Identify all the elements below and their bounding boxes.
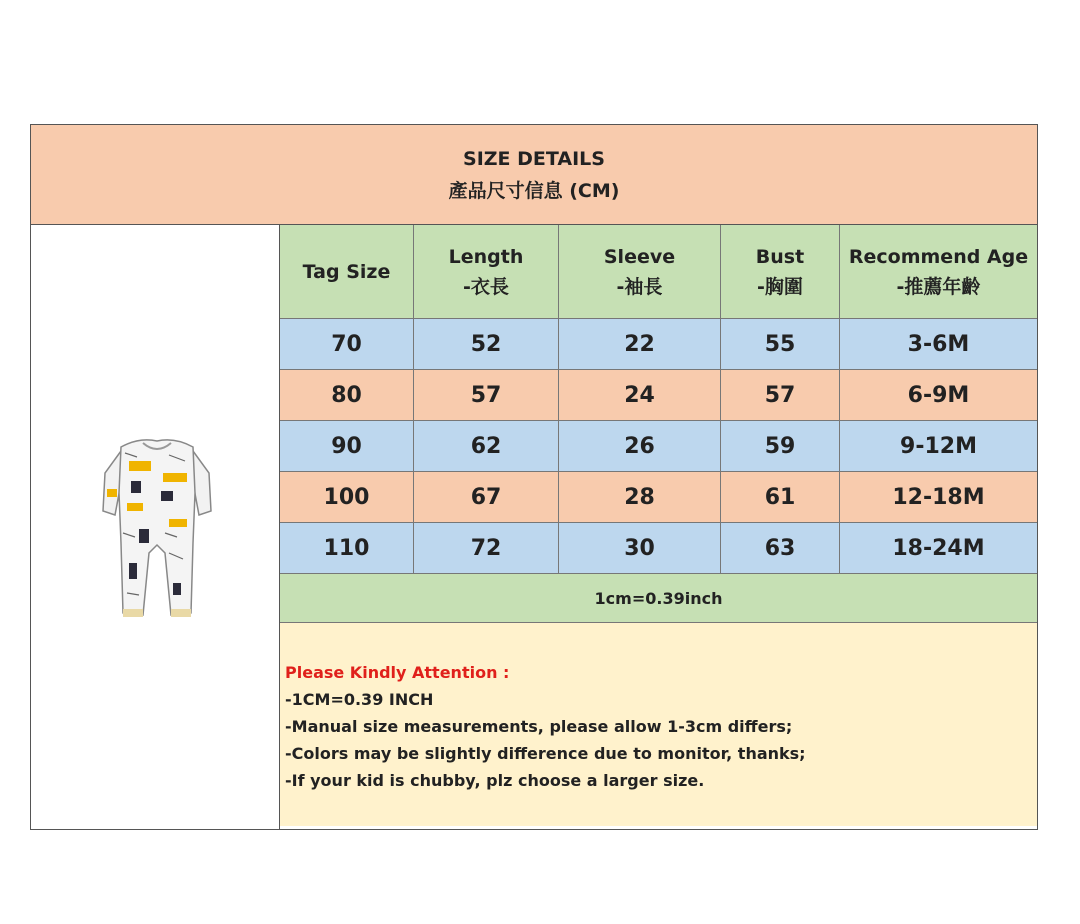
- note-line: -1CM=0.39 INCH: [285, 690, 434, 709]
- cell-length: 52: [414, 319, 559, 369]
- header-label: Sleeve: [603, 245, 676, 268]
- cell-length: 67: [414, 472, 559, 522]
- conversion-note: 1cm=0.39inch: [280, 574, 1037, 623]
- cell-bust: 61: [721, 472, 840, 522]
- size-chart: [30, 124, 1038, 830]
- cell-bust: 57: [721, 370, 840, 420]
- header-sublabel: -推薦年齡: [896, 275, 981, 298]
- cell-sleeve: 26: [559, 421, 721, 471]
- header-label: Length: [448, 245, 524, 268]
- cell-bust: 63: [721, 523, 840, 573]
- cell-length: 57: [414, 370, 559, 420]
- attention-notes: [280, 623, 1037, 826]
- cell-tag-size: 100: [280, 472, 414, 522]
- cell-tag-size: 110: [280, 523, 414, 573]
- cell-tag-size: 70: [280, 319, 414, 369]
- header-sublabel: -袖長: [616, 275, 663, 298]
- table-row: [280, 319, 1037, 370]
- cell-age: 12-18M: [892, 484, 985, 510]
- chart-title: SIZE DETAILS: [463, 147, 605, 170]
- chart-subtitle: 產品尺寸信息 (CM): [448, 179, 620, 202]
- product-image-cell: [31, 225, 280, 829]
- cell-sleeve: 22: [559, 319, 721, 369]
- header-sleeve: [559, 225, 721, 318]
- header-sublabel: -衣長: [463, 275, 509, 298]
- header-label: Tag Size: [302, 260, 391, 283]
- cell-age: 3-6M: [907, 331, 970, 357]
- header-label: Recommend Age: [848, 245, 1029, 268]
- cell-length: 62: [414, 421, 559, 471]
- header-sublabel: -胸圍: [757, 275, 803, 298]
- note-line: -Colors may be slightly difference due to monitor, thanks;: [285, 744, 806, 763]
- note-line: -If your kid is chubby, plz choose a larger size.: [285, 771, 705, 790]
- header-tag-size: [280, 225, 414, 318]
- table-row: [280, 370, 1037, 421]
- header-recommend-age: [840, 225, 1037, 318]
- cell-sleeve: 30: [559, 523, 721, 573]
- cell-bust: 55: [721, 319, 840, 369]
- table-header-row: [280, 225, 1037, 319]
- title-band: [31, 125, 1037, 225]
- header-length: [414, 225, 559, 318]
- cell-tag-size: 90: [280, 421, 414, 471]
- cell-age: 18-24M: [892, 535, 985, 561]
- cell-age: 9-12M: [900, 433, 977, 459]
- cell-bust: 59: [721, 421, 840, 471]
- cell-tag-size: 80: [280, 370, 414, 420]
- table-row: [280, 472, 1037, 523]
- size-table: [280, 225, 1037, 826]
- table-row: [280, 523, 1037, 574]
- header-label: Bust: [755, 245, 805, 268]
- cell-length: 72: [414, 523, 559, 573]
- note-line: -Manual size measurements, please allow 1-3cm differs;: [285, 717, 793, 736]
- cell-age: 6-9M: [907, 382, 970, 408]
- cell-sleeve: 28: [559, 472, 721, 522]
- attention-heading: Please Kindly Attention :: [285, 663, 510, 682]
- cell-sleeve: 24: [559, 370, 721, 420]
- baby-romper-icon: [99, 433, 215, 625]
- table-row: [280, 421, 1037, 472]
- header-bust: [721, 225, 840, 318]
